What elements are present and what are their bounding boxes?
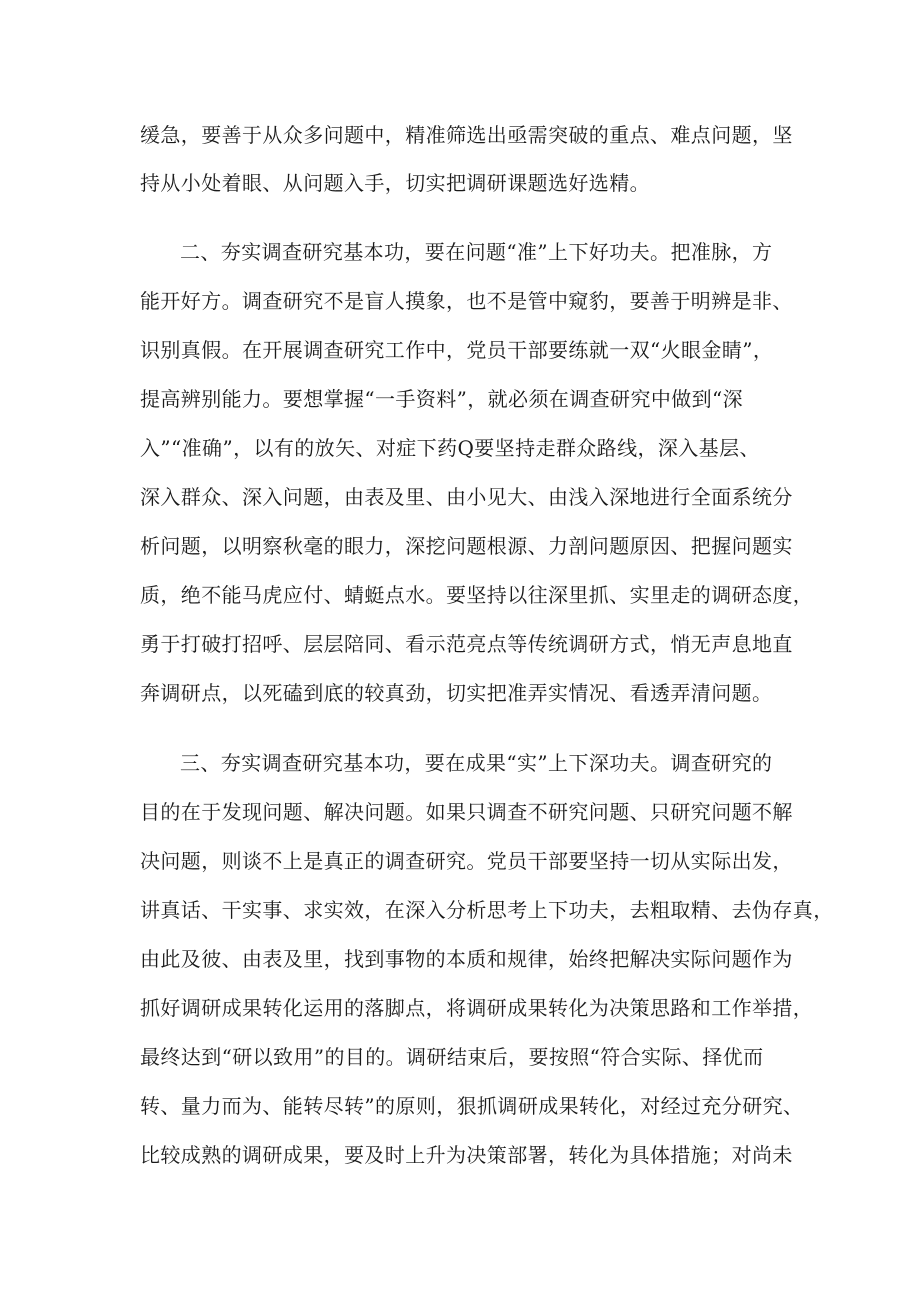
text-line: 缓急，要善于从众多问题中，精准筛选出亟需突破的重点、难点问题，坚 xyxy=(140,123,793,147)
text-line: 入”“准确”，以有的放矢、对症下药Q要坚持走群众路线，深入基层、 xyxy=(140,436,760,460)
text-line: 提高辨别能力。要想掌握“一手资料”，就必须在调查研究中做到“深 xyxy=(140,387,744,411)
text-line: 比较成熟的调研成果，要及时上升为决策部署，转化为具体措施；对尚未 xyxy=(140,1143,793,1167)
text-line: 析问题，以明察秋毫的眼力，深挖问题根源、力剖问题原因、把握问题实 xyxy=(140,534,793,558)
text-line: 持从小处着眼、从问题入手，切实把调研课题选好选精。 xyxy=(140,171,650,195)
text-line: 深入群众、深入问题，由表及里、由小见大、由浅入深地进行全面系统分 xyxy=(140,485,793,509)
text-line: 勇于打破打招呼、层层陪同、看示范亮点等传统调研方式，悄无声息地直 xyxy=(140,632,793,656)
text-line: 能开好方。调查研究不是盲人摸象，也不是管中窥豹，要善于明辨是非、 xyxy=(140,289,793,313)
text-line: 转、量力而为、能转尽转”的原则，狠抓调研成果转化，对经过充分研究、 xyxy=(140,1094,804,1118)
text-line: 决问题，则谈不上是真正的调查研究。党员干部要坚持一切从实际出发， xyxy=(140,849,793,873)
text-line: 识别真假。在开展调查研究工作中，党员干部要练就一双“火眼金睛”， xyxy=(140,338,774,362)
text-line: 抓好调研成果转化运用的落脚点，将调研成果转化为决策思路和工作举措， xyxy=(140,996,814,1020)
text-line: 奔调研点，以死磕到底的较真劲，切实把准弄实情况、看透弄清问题。 xyxy=(140,681,773,705)
text-line: 质，绝不能马虎应付、蜻蜓点水。要坚持以往深里抓、实里走的调研态度， xyxy=(140,583,814,607)
section-heading-line: 三、夯实调查研究基本功，要在成果“实”上下深功夫。调查研究的 xyxy=(180,751,773,775)
text-line: 讲真话、干实事、求实效，在深入分析思考上下功夫，去粗取精、去伪存真， xyxy=(140,898,834,922)
section-heading-line: 二、夯实调查研究基本功，要在问题“准”上下好功夫。把准脉，方 xyxy=(180,240,773,264)
text-line: 目的在于发现问题、解决问题。如果只调查不研究问题、只研究问题不解 xyxy=(140,800,793,824)
text-line: 由此及彼、由表及里，找到事物的本质和规律，始终把解决实际问题作为 xyxy=(140,947,793,971)
text-line: 最终达到“研以致用”的目的。调研结束后，要按照“符合实际、择优而 xyxy=(140,1045,764,1069)
